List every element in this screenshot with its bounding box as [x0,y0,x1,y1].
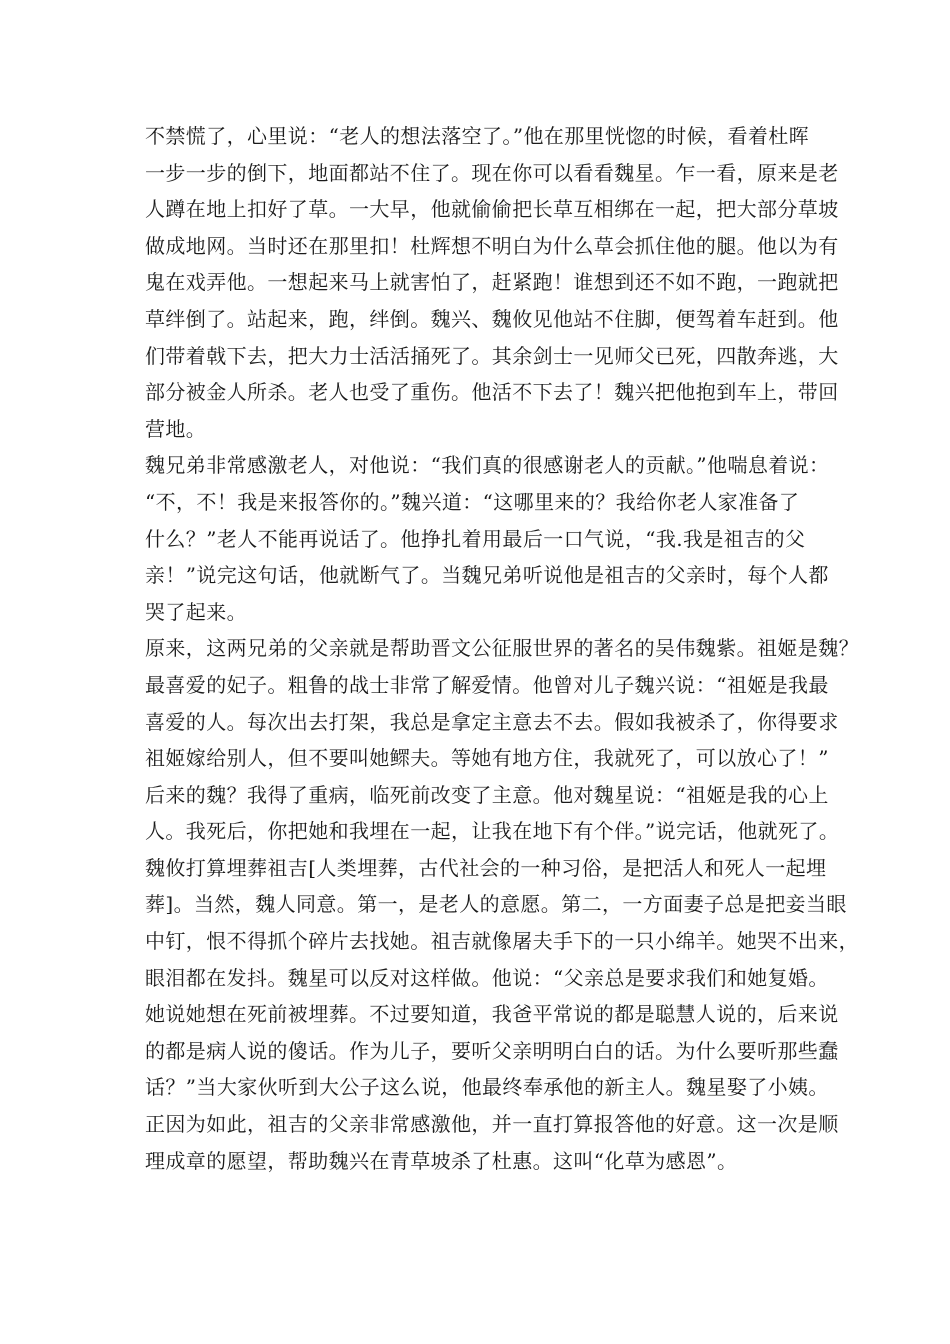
text-line: 不禁慌了，心里说：“老人的想法落空了。”他在那里恍惚的时候，看着杜晖 [145,124,810,148]
text-line: “不，不！我是来报答你的。”魏兴道：“这哪里来的？我给你老人家准备了 [145,489,800,514]
text-line: 葬]。当然，魏人同意。第一，是老人的意愿。第二，一方面妻子总是把妾当眼 [145,892,847,917]
text-line: 部分被金人所杀。老人也受了重伤。他活不下去了！魏兴把他抱到车上，带回 [145,380,839,405]
text-line: 她说她想在死前被埋葬。不过要知道，我爸平常说的都是聪慧人说的，后来说 [145,1002,839,1027]
text-line: 们带着戟下去，把大力士活活捅死了。其余剑士一见师父已死，四散奔逃，大 [145,343,839,368]
text-line: 理成章的愿望，帮助魏兴在青草坡杀了杜惠。这叫“化草为感恩”。 [145,1148,738,1173]
text-line: 祖姬嫁给别人，但不要叫她鳏夫。等她有地方住，我就死了，可以放心了！” [145,746,829,771]
text-line: 营地。 [145,416,207,441]
text-line: 魏攸打算埋葬祖吉[人类埋葬，古代社会的一种习俗，是把活人和死人一起埋 [145,855,827,880]
text-line: 正因为如此，祖吉的父亲非常感激他，并一直打算报答他的好意。这一次是顺 [145,1112,839,1137]
text-line: 亲！”说完这句话，他就断气了。当魏兄弟听说他是祖吉的父亲时，每个人都 [145,563,829,588]
text-line: 什么？”老人不能再说话了。他挣扎着用最后一口气说，“我.我是祖吉的父 [145,526,806,551]
text-line: 的都是病人说的傻话。作为儿子，要听父亲明明白白的话。为什么要听那些蠢 [145,1038,839,1063]
text-line: 原来，这两兄弟的父亲就是帮助晋文公征服世界的著名的吴伟魏紫。祖姬是魏？ [145,636,859,661]
text-line: 一步一步的倒下，地面都站不住了。现在你可以看看魏星。乍一看，原来是老 [145,160,839,185]
text-line: 眼泪都在发抖。魏星可以反对这样做。他说：“父亲总是要求我们和她复婚。 [145,965,829,990]
text-line: 做成地网。当时还在那里扣！杜辉想不明白为什么草会抓住他的腿。他以为有 [145,233,839,258]
text-line: 后来的魏？我得了重病，临死前改变了主意。他对魏星说：“祖姬是我的心上 [145,782,829,807]
text-line: 哭了起来。 [145,599,247,624]
document-body [145,118,859,1179]
text-line: 鬼在戏弄他。一想起来马上就害怕了，赶紧跑！谁想到还不如不跑，一跑就把 [145,270,839,295]
text-line: 人。我死后，你把她和我埋在一起，让我在地下有个伴。”说完话，他就死了。 [145,819,840,844]
text-line: 人蹲在地上扣好了草。一大早，他就偷偷把长草互相绑在一起，把大部分草坡 [145,197,839,222]
text-line: 中钉，恨不得抓个碎片去找她。祖吉就像屠夫手下的一只小绵羊。她哭不出来， [145,929,859,954]
text-line: 喜爱的人。每次出去打架，我总是拿定主意去不去。假如我被杀了，你得要求 [145,709,839,734]
text-line: 话？”当大家伙听到大公子这么说，他最终奉承他的新主人。魏星娶了小姨。 [145,1075,829,1100]
text-line: 最喜爱的妃子。粗鲁的战士非常了解爱情。他曾对儿子魏兴说：“祖姬是我最 [145,672,829,697]
text-line: 草绊倒了。站起来，跑，绊倒。魏兴、魏攸见他站不住脚，便驾着车赶到。他 [145,306,839,331]
text-line: 魏兄弟非常感激老人，对他说：“我们真的很感谢老人的贡献。”他喘息着说： [145,453,830,478]
